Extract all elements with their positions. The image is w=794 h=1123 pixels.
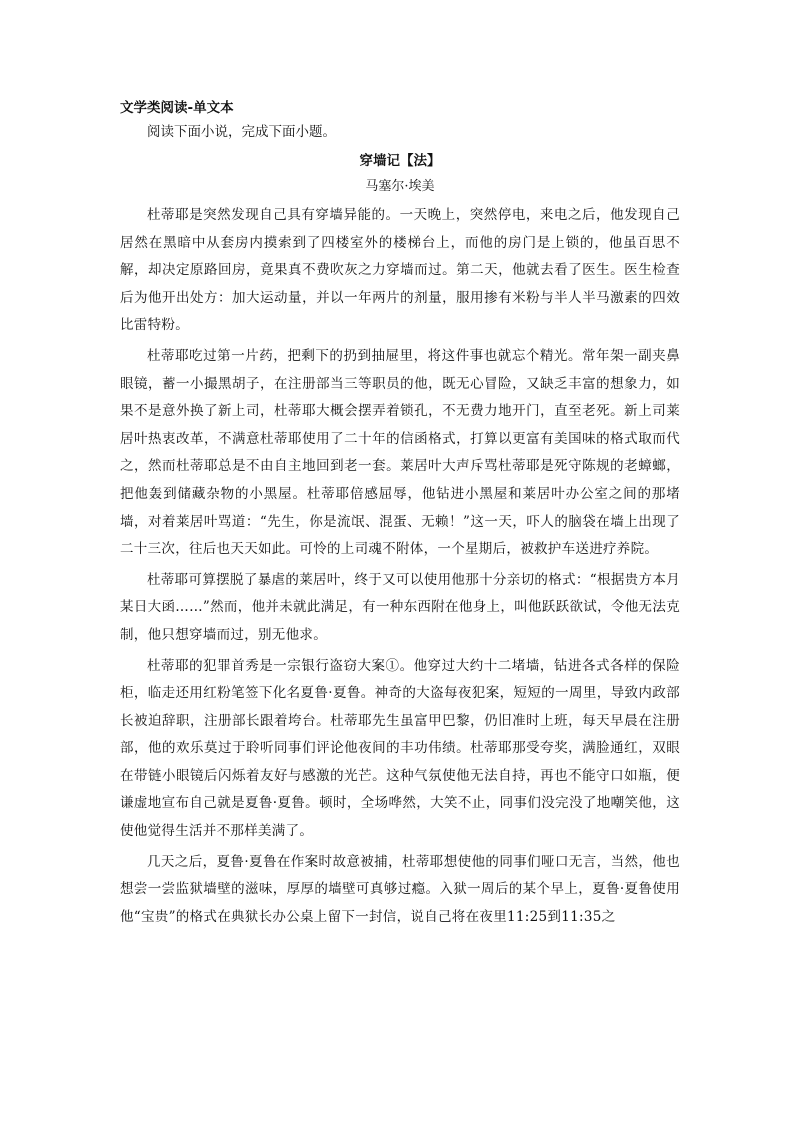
reading-instruction: 阅读下面小说，完成下面小题。 [147, 124, 336, 140]
story-paragraph: 杜蒂耶吃过第一片药，把剩下的扔到抽屉里，将这件事也就忘个精光。常年架一副夹鼻眼镜，蓄一小撮黑胡子，在注册部当三等职员的他，既无心冒险，又缺乏丰富的想象力，如果不是意外换了新上司，杜蒂耶大概会摆弄着锁孔，不无费力地开门，直至老死。新上司莱居叶热衷改革，不满意杜蒂耶使用了二十年的信函格式，打算以更富有美国味的格式取而代之，然而杜蒂耶总是不由自主地回到老一套。莱居叶大声斥骂杜蒂耶是死守陈规的老蟑螂，把他轰到储藏杂物的小黑屋。杜蒂耶倍感屈辱，他钻进小黑屋和莱居叶办公室之间的那堵墙，对着莱居叶骂道：“先生，你是流氓、混蛋、无赖！”这一天，吓人的脑袋在墙上出现了二十三次，往后也天天如此。可怜的上司魂不附体，一个星期后，被救护车送进疗养院。 [120, 347, 680, 558]
section-heading: 文学类阅读-单文本 [120, 100, 234, 116]
story-paragraph: 杜蒂耶的犯罪首秀是一宗银行盗窃大案①。他穿过大约十二堵墙，钻进各式各样的保险柜，临走还用红粉笔签下化名夏鲁·夏鲁。神奇的大盗每夜犯案，短短的一周里，导致内政部长被迫辞职，注册部长跟着垮台。杜蒂耶先生虽富甲巴黎，仍旧准时上班，每天早晨在注册部，他的欢乐莫过于聆听同事们评论他夜间的丰功伟绩。杜蒂耶那受夸奖，满脸通红，双眼在带链小眼镜后闪烁着友好与感激的光芒。这种气氛使他无法自持，再也不能守口如瓶，便谦虚地宣布自己就是夏鲁·夏鲁。顿时，全场哗然，大笑不止，同事们没完没了地嘲笑他，这使他觉得生活并不那样美满了。 [120, 657, 680, 840]
story-paragraph: 几天之后，夏鲁·夏鲁在作案时故意被捕，杜蒂耶想使他的同事们哑口无言，当然，他也想尝一尝监狱墙壁的滋味，厚厚的墙壁可真够过瘾。入狱一周后的某个早上，夏鲁·夏鲁使用他“宝贵”的格式在典狱长办公桌上留下一封信，说自己将在夜里11:25到11:35之 [120, 853, 680, 925]
story-author: 马塞尔·埃美 [365, 179, 435, 194]
story-paragraph: 杜蒂耶可算摆脱了暴虐的莱居叶，终于又可以使用他那十分亲切的格式：“根据贵方本月某日大函……”然而，他并未就此满足，有一种东西附在他身上，叫他跃跃欲试，令他无法克制，他只想穿墙而过，别无他求。 [120, 571, 680, 643]
story-body [120, 202, 680, 931]
story-title: 穿墙记【法】 [359, 153, 441, 169]
document-content [120, 98, 680, 934]
story-paragraph: 杜蒂耶是突然发现自己具有穿墙异能的。一天晚上，突然停电，来电之后，他发现自己居然在黑暗中从套房内摸索到了四楼室外的楼梯台上，而他的房门是上锁的，他虽百思不解，却决定原路回房，竟果真不费吹灰之力穿墙而过。第二天，他就去看了医生。医生检查后为他开出处方：加大运动量，并以一年两片的剂量，服用掺有米粉与半人半马激素的四效比雷特粉。 [120, 207, 680, 334]
